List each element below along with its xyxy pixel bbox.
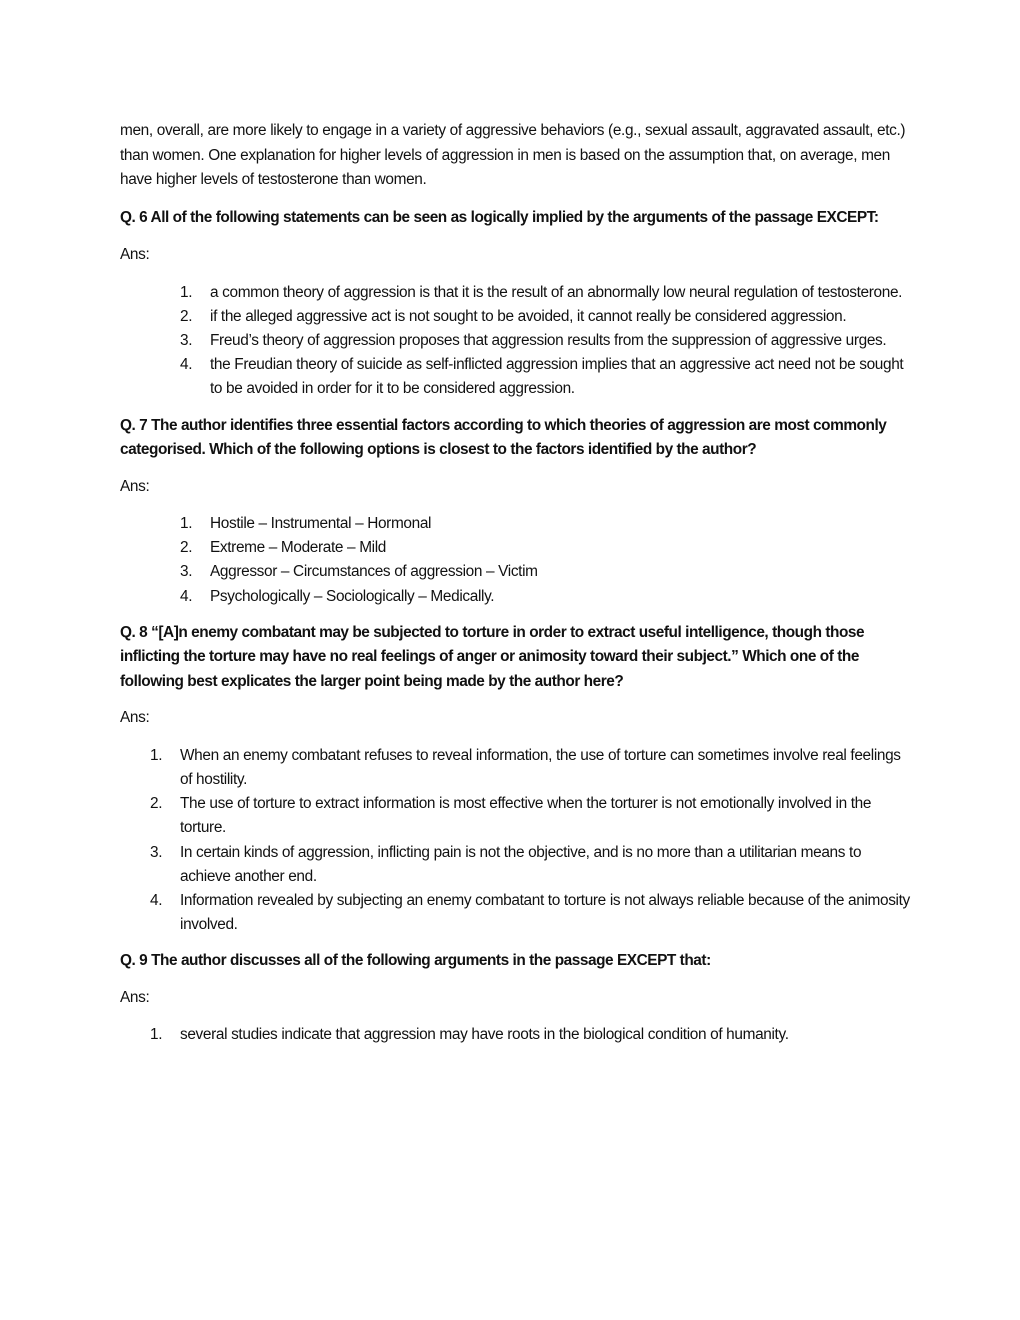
question-6-prompt: Q. 6 All of the following statements can be seen as logically implied by the arguments of the passage EXCEPT: (120, 208, 879, 226)
option-text: if the alleged aggressive act is not sought to be avoided, it cannot really be considered aggression. (210, 307, 847, 325)
option-number: 1. (150, 1026, 163, 1044)
option-text: Hostile – Instrumental – Hormonal (210, 515, 432, 533)
option-text: The use of torture to extract information is most effective when the torturer is not emotionally involved in the torture. (180, 795, 872, 837)
option-item (120, 792, 910, 840)
option-number: 3. (180, 331, 193, 349)
option-item (120, 536, 910, 560)
option-item (120, 512, 910, 536)
question-8-answer-label: Ans: (120, 709, 150, 727)
option-number: 4. (150, 892, 163, 910)
option-item (120, 889, 910, 937)
question-9-options (120, 1023, 910, 1047)
question-6 (120, 206, 910, 402)
option-text: Aggressor – Circumstances of aggression – Victim (210, 563, 538, 581)
option-number: 1. (180, 283, 193, 301)
question-7-answer-label: Ans: (120, 477, 150, 495)
option-text: In certain kinds of aggression, inflicting pain is not the objective, and is no more than a utilitarian means to achieve another end. (180, 843, 862, 885)
option-number: 2. (180, 307, 193, 325)
question-8-prompt: Q. 8 “[A]n enemy combatant may be subjected to torture in order to extract useful intelligence, though those inflicting the torture may have no real feelings of anger or animosity toward their subject.” Which one of the following best explicates the larger point being made by the author here? (120, 623, 865, 690)
question-7-options (120, 512, 910, 609)
question-9 (120, 949, 910, 1047)
option-number: 4. (180, 356, 193, 374)
option-number: 3. (180, 563, 193, 581)
option-item (120, 585, 910, 609)
option-item (120, 744, 910, 792)
option-text: When an enemy combatant refuses to reveal information, the use of torture can sometimes involve real feelings of hostility. (180, 746, 901, 789)
option-number: 2. (150, 795, 163, 813)
question-9-answer-label: Ans: (120, 988, 150, 1006)
option-item (120, 281, 910, 305)
option-item (120, 305, 910, 329)
question-6-options (120, 281, 910, 402)
option-item (120, 841, 910, 889)
question-7-prompt: Q. 7 The author identifies three essential factors according to which theories of aggression are most commonly categorised. Which of the following options is closest to the factors identified by the author? (120, 416, 887, 459)
intro-paragraph: men, overall, are more likely to engage in a variety of aggressive behaviors (e.g., sexual assault, aggravated assault, etc.) than women. One explanation for higher levels of aggression in men is based on the assumption that, on average, men have higher levels of testosterone than women. (120, 122, 906, 188)
question-8 (120, 621, 910, 938)
option-text: Extreme – Moderate – Mild (210, 539, 387, 557)
option-item (120, 329, 910, 353)
option-number: 4. (180, 587, 193, 605)
option-text: Psychologically – Sociologically – Medically. (210, 587, 495, 605)
document-page (120, 119, 910, 1048)
option-number: 3. (150, 843, 163, 861)
option-item (120, 353, 910, 401)
option-text: several studies indicate that aggression may have roots in the biological condition of humanity. (180, 1026, 789, 1044)
option-text: the Freudian theory of suicide as self-inflicted aggression implies that an aggressive act need not be sought to be avoided in order for it to be considered aggression. (210, 356, 904, 398)
option-number: 1. (180, 515, 193, 533)
option-number: 1. (150, 746, 163, 764)
question-8-options (120, 744, 910, 938)
question-6-answer-label: Ans: (120, 246, 150, 263)
question-9-prompt: Q. 9 The author discusses all of the following arguments in the passage EXCEPT that: (120, 952, 711, 970)
option-text: Information revealed by subjecting an enemy combatant to torture is not always reliable because of the animosity involved. (180, 892, 910, 934)
option-text: Freud’s theory of aggression proposes that aggression results from the suppression of aggressive urges. (210, 331, 887, 349)
option-item (120, 560, 910, 584)
question-7 (120, 414, 910, 609)
option-number: 2. (180, 539, 193, 557)
option-text: a common theory of aggression is that it is the result of an abnormally low neural regulation of testosterone. (210, 283, 903, 301)
option-item (120, 1023, 910, 1047)
